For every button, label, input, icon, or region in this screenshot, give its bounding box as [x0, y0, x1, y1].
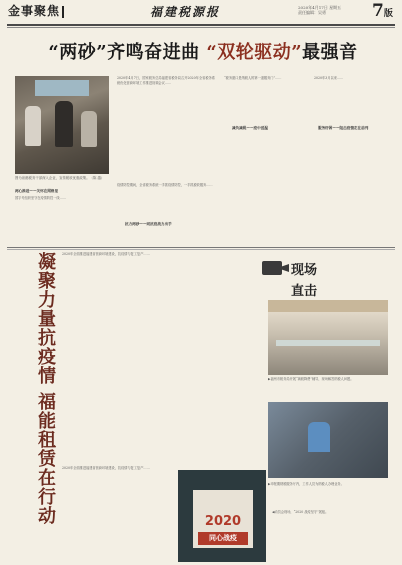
board-text: 同心战疫 [209, 534, 237, 542]
camera-lens-icon [282, 264, 289, 272]
page-number: 7版 [372, 1, 393, 21]
news-photo-service-hall [268, 402, 388, 478]
subhead: 两心推进——关怀在网格里 [15, 189, 59, 193]
article1-col1b: 国字号组织坚守在疫情防控一线…… [15, 196, 66, 200]
article2-body: 2020年全面推进福建省营商环境建设，抗疫情与复工复产…… [62, 252, 150, 256]
photo-caption: ◀动员会现场，“2020 战疫坚守”展板。 [272, 510, 329, 514]
subhead: 服务纾困——阻击疫情走在前列 [318, 126, 369, 130]
photo-caption: ▶福州市税务局开展“减税降费”辅导，现场解答纳税人问题。 [268, 377, 354, 381]
news-photo-office [268, 300, 388, 375]
photo-caption: ▶申报期纳税服务厅内，工作人员为纳税人办理业务。 [268, 482, 344, 486]
main-headline: “两砂”齐鸣奋进曲 “双轮驱动”最强音 [48, 42, 358, 63]
header-rule [7, 24, 395, 26]
section-label: 金事聚焦 [8, 2, 64, 19]
news-photo-board [178, 470, 266, 562]
article1-col1: 2020年4月7日，国家税务总局福建省税务局召开2020年全省税务系统优化营商环境工作推进视频会议…… [117, 76, 215, 86]
article1-col2: 疫情防控期间，全省税务系统一手抓疫情防控，一手抓税收服务…… [117, 183, 213, 187]
section-divider-thin [7, 249, 395, 250]
article1-col4: 2020年3月以来…… [314, 76, 344, 80]
header-rule-thin [7, 27, 395, 28]
subhead: 减负减税——疫中送温 [232, 126, 268, 130]
article1-col3: “税务窗口是纳税人的第一道服务门”…… [224, 76, 282, 80]
news-photo-meeting [15, 76, 109, 174]
section-divider [7, 247, 395, 248]
article2-title: 凝聚力量抗疫情 福能租赁在行动 [35, 252, 56, 526]
board-year: 2020 [204, 514, 242, 529]
photo-caption: 图为泉港税务干部深入企业，宣传税收优惠政策。（陈 越） [15, 176, 105, 180]
article2-body-tail: 2020年全面推进福建省营商环境建设，抗疫情与复工复产…… [62, 466, 150, 470]
camera-icon [262, 261, 282, 275]
live-scene-badge: 现场 直击 [262, 255, 322, 301]
subhead: 抗力两砂——同抗疫战力出手 [125, 222, 172, 226]
date-line: 2020年4月17日 星期五 责任编辑：吴勇 [298, 5, 342, 15]
masthead: 福建税源报 [150, 5, 221, 19]
